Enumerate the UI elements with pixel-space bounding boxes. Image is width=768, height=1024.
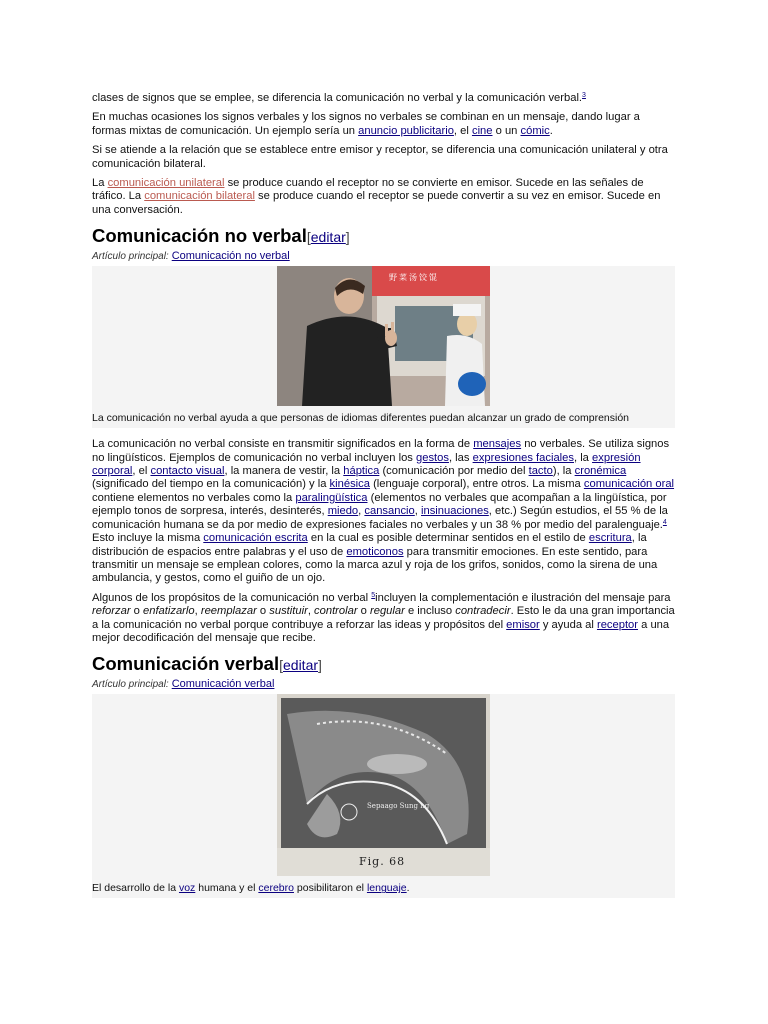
article-body (92, 92, 676, 908)
link-main-article-no-verbal[interactable]: Comunicación no verbal (171, 250, 290, 263)
link-tacto[interactable]: tacto (528, 465, 553, 478)
section-heading-no-verbal: Comunicación no verbal[editar] (92, 225, 350, 247)
link-voz[interactable]: voz (178, 882, 196, 895)
section-heading-verbal: Comunicación verbal[editar] (92, 653, 322, 675)
intro-paragraph-1: clases de signos que se emplee, se diferencia la comunicación no verbal y la comunicación verbal.$^3$ (92, 92, 586, 104)
figure-inner-label: Sepaago Sung ng (367, 802, 430, 811)
main-article-note-verbal: Artículo principal: Comunicación verbal (92, 678, 275, 691)
paragraph-no-verbal: La comunicación no verbal consiste en transmitir significados en la forma de mensajes no verbales. Se utiliza signos no lingüísticos. Ejemplos de comunicación no verbal incluyen los gestos, las expresiones faciales, la expresión corporal, el contacto visual, la manera de vestir, la háptica (comunicación por medio del tacto), la cronémica (significado del tiempo en la comunicación) y la kinésica (lenguaje corporal), entre otros. La misma comunicación oral contiene elementos no verbales como la paralingüística (elementos no verbales que acompañan a la lingüística, por ejemplo tonos de sorpresa, interés, desinterés, miedo, cansancio, insinuaciones, etc.) Según estudios, el 55 % de la comunicación humana se da por medio de expresiones faciales no verbales y un 38 % por medio del paralenguaje.$^4$ Esto incluye la misma comunicación escrita en la cual es posible determinar sentidos en el estilo de escritura, la distribución de espacios entre palabras y el uso de emoticonos para transmitir emociones. En este sentido, para transmitir un mensaje se emplean colores, como la marca azul y roja de los grifos, sonidos, como la sirena de una ambulancia, y gestos, como el guiño de un ojo. (92, 438, 675, 585)
figure-caption: La comunicación no verbal ayuda a que personas de idiomas diferentes puedan alcanzar un grado de comprensión (92, 412, 630, 425)
photo-illustration (277, 266, 490, 406)
link-emoticonos[interactable]: emoticonos (346, 545, 404, 558)
link-cerebro[interactable]: cerebro (258, 882, 294, 895)
link-receptor[interactable]: receptor (596, 618, 639, 631)
figure-no-verbal (92, 266, 675, 428)
intro-paragraph-2: En muchas ocasiones los signos verbales y los signos no verbales se combinan en un mensaje, dando lugar a formas mixtas de comunicación. Un ejemplo sería un anuncio publicitario, el cine o un cómic. (92, 111, 640, 137)
paragraph-propositos: Algunos de los propósitos de la comunicación no verbal $^5$incluyen la complementación e ilustración del mensaje para reforzar o enfatizarlo, reemplazar o sustituir, controlar o regular e incluso contradecir. Esto le da una gran importancia a la comunicación no verbal porque contribuye a reforzar las ideas y propósitos del emisor y ayuda al receptor a una mejor decodificación del mensaje que recibe. (92, 591, 675, 644)
link-miedo[interactable]: miedo (327, 505, 359, 518)
xray-image[interactable] (277, 694, 490, 876)
link-main-article-verbal[interactable]: Comunicación verbal (171, 678, 275, 691)
link-paralinguistica[interactable]: paralingüística (295, 491, 368, 504)
link-haptica[interactable]: háptica (343, 465, 380, 478)
edit-link-no-verbal[interactable]: editar (310, 229, 346, 246)
link-escritura[interactable]: escritura (588, 532, 632, 545)
xray-illustration (277, 694, 490, 876)
photo-gesture[interactable] (277, 266, 490, 406)
intro-paragraph-3: Si se atiende a la relación que se establece entre emisor y receptor, se diferencia una comunicación unilateral y otra comunicación bilateral. (92, 144, 668, 170)
intro-paragraph-4: La comunicación unilateral se produce cuando el receptor no se convierte en emisor. Sucede en las señales de tráfico. La comunicación bilateral se produce cuando el receptor se puede convertir a su vez en emisor. Sucede en una conversación. (92, 177, 661, 216)
reference-3[interactable]: 3 (582, 92, 586, 99)
link-lenguaje[interactable]: lenguaje (366, 882, 407, 895)
link-comunicacion-unilateral[interactable]: comunicación unilateral (107, 177, 225, 190)
link-cansancio[interactable]: cansancio (364, 505, 415, 518)
link-comunicacion-escrita[interactable]: comunicación escrita (203, 532, 308, 545)
link-expresion-corporal[interactable]: expresión corporal (92, 451, 641, 478)
link-mensajes[interactable]: mensajes (473, 438, 522, 451)
link-comunicacion-oral[interactable]: comunicación oral (583, 478, 675, 491)
reference-4[interactable]: 4 (662, 518, 667, 526)
reference-5[interactable]: 5 (371, 591, 376, 599)
sign-text: 野菜汤饺馄 (389, 273, 439, 283)
figure-number: Fig. 68 (359, 855, 406, 869)
link-expresiones-faciales[interactable]: expresiones faciales (472, 451, 574, 464)
link-emisor[interactable]: emisor (506, 618, 540, 631)
link-comunicacion-bilateral[interactable]: comunicación bilateral (144, 190, 255, 203)
link-contacto-visual[interactable]: contacto visual (150, 465, 225, 478)
link-anuncio-publicitario[interactable]: anuncio publicitario (358, 124, 454, 137)
link-kinesica[interactable]: kinésica (329, 478, 370, 491)
link-cine[interactable]: cine (471, 124, 493, 137)
link-cronemica[interactable]: cronémica (574, 465, 627, 478)
figure-caption-verbal: El desarrollo de la voz humana y el cerebro posibilitaron el lenguaje. (92, 882, 410, 895)
edit-link-verbal[interactable]: editar (283, 657, 319, 674)
figure-verbal (92, 694, 675, 898)
link-comic[interactable]: cómic (520, 124, 550, 137)
main-article-note: Artículo principal: Comunicación no verbal (92, 250, 290, 263)
link-insinuaciones[interactable]: insinuaciones (421, 505, 489, 518)
link-gestos[interactable]: gestos (416, 451, 449, 464)
